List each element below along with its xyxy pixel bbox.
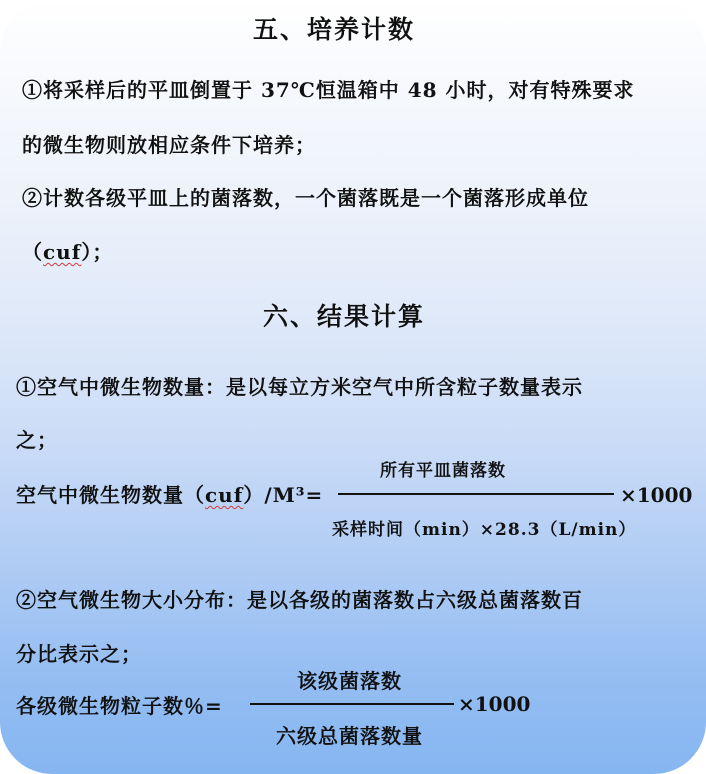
formula-one-lhs-a: 空气中微生物数量（ <box>16 483 205 507</box>
section-five-item-one-line-two: 的微生物则放相应条件下培养； <box>22 133 316 157</box>
section-six-item-one-line-two: 之； <box>16 428 58 452</box>
section-five-item-two-line-two <box>22 238 113 266</box>
section-five-item-two-line-one: ②计数各级平皿上的菌落数，一个菌落既是一个菌落形成单位 <box>22 186 589 210</box>
formula-one-multiplier: ×1000 <box>620 483 693 507</box>
formula-one-numerator: 所有平皿菌落数 <box>380 461 506 481</box>
formula-one-lhs-b: ）/M³= <box>243 483 324 507</box>
section-five-title: 五、培养计数 <box>253 15 416 44</box>
open-paren: （ <box>22 240 43 264</box>
formula-two-numerator: 该级菌落数 <box>297 669 402 693</box>
close-paren: ）； <box>81 240 114 264</box>
unit-cuf: cuf <box>43 240 82 264</box>
section-five-item-one-line-one: ①将采样后的平皿倒置于 37℃恒温箱中 48 小时，对有特殊要求 <box>22 78 635 102</box>
formula-two-fraction-bar <box>250 703 454 705</box>
formula-two-lhs: 各级微生物粒子数％= <box>16 694 223 718</box>
section-six-item-two-line-two: 分比表示之； <box>16 642 142 666</box>
formula-one-fraction-bar <box>338 493 614 495</box>
formula-two-denominator: 六级总菌落数量 <box>276 724 423 748</box>
section-six-item-one-line-one: ①空气中微生物数量：是以每立方米空气中所含粒子数量表示 <box>16 375 583 399</box>
section-six-title: 六、结果计算 <box>263 302 426 331</box>
section-six-item-two-line-one: ②空气微生物大小分布：是以各级的菌落数占六级总菌落数百 <box>16 588 583 612</box>
formula-two-multiplier: ×1000 <box>458 692 531 716</box>
formula-one-denominator: 采样时间（min）×28.3（L/min） <box>332 520 637 540</box>
formula-one-unit: cuf <box>205 483 244 507</box>
formula-one-lhs <box>16 481 323 509</box>
